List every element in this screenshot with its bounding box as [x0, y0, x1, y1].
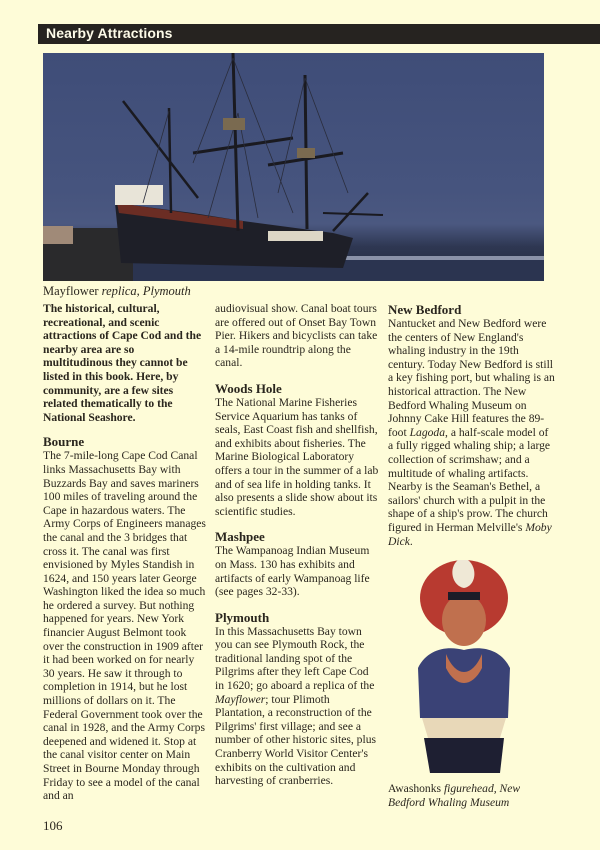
heading-plymouth: Plymouth	[215, 609, 270, 625]
figurehead-photo	[408, 558, 520, 778]
caption-ship-name: Mayflower	[43, 284, 99, 298]
section-title: Nearby Attractions	[46, 25, 173, 41]
heading-woods-hole: Woods Hole	[215, 380, 282, 396]
section-header-bar	[38, 24, 600, 44]
body-new-bedford: Nantucket and New Bedford were the centers of New England's whaling industry in the 19th century. Today New Bedford is still a key fishing port, but whaling is an historical attraction. The New Bedford Whaling Museum on Johnny Cake Hill features the 89-foot Lagoda, a half-scale model of a fully rigged whaling ship; a large collection of scrimshaw; and a multitude of whaling artifacts. Nearby is the Seaman's Bethel, a sailors' church with a pulpit in the shape of a ship's prow. The church figured in Herman Melville's Moby Dick.	[388, 317, 555, 548]
heading-new-bedford: New Bedford	[388, 302, 462, 317]
photo-caption	[43, 284, 191, 299]
heading-bourne: Bourne	[43, 434, 85, 450]
body-bourne-continued: audiovisual show. Canal boat tours are offered out of Onset Bay Town Pier. Hikers and bicyclists can take a 14-mile roundtrip along the canal.	[215, 302, 378, 370]
column-1	[43, 302, 206, 803]
caption-location: replica, Plymouth	[98, 284, 191, 298]
body-mashpee: The Wampanoag Indian Museum on Mass. 130 has exhibits and artifacts of early Wampanoag life (see pages 32-33).	[215, 544, 370, 599]
figurehead-caption: Awashonks figurehead, New Bedford Whaling Museum	[388, 782, 521, 809]
column-2	[215, 302, 380, 788]
page-number: 106	[43, 818, 63, 833]
column-3	[388, 302, 556, 548]
body-woods-hole: The National Marine Fisheries Service Aquarium has tanks of seals, East Coast fish and shellfish, and exhibits about fisheries. The Marine Biological Laboratory offers a tour in the summer of a lab and of sea life in holding tanks. It also presents a slide show about its scientific studies.	[215, 395, 379, 518]
ship-illustration	[43, 53, 544, 281]
mayflower-photo	[43, 53, 544, 281]
body-plymouth: In this Massachusetts Bay town you can see Plymouth Rock, the traditional landing spot of the Pilgrims after they left Cape Cod in 1620; go aboard a replica of the Mayflower; tour Plimoth Plantation, a reconstruction of the Pilgrims' first village; and see a number of other historic sites, plus Cranberry World Visitor Center's exhibits on the cultivation and harvesting of cranberries.	[215, 624, 376, 788]
intro-paragraph: The historical, cultural, recreational, and scenic attractions of Cape Cod and the nearby area are so multitudinous they cannot be listed in this book. Here, by community, are a few sites related thematically to the National Seashore.	[43, 302, 202, 424]
heading-mashpee: Mashpee	[215, 529, 265, 545]
body-bourne: The 7-mile-long Cape Cod Canal links Massachusetts Bay with Buzzards Bay and saves mariners 100 miles of traveling around the Cape in hazardous waters. The Army Corps of Engineers manages the canal and the 3 bridges that cross it. The canal was first envisioned by Myles Standish in 1624, and 150 years later George Washington liked the idea so much he ordered a survey. But nothing happened for years. New York financier August Belmont took over the construction in 1909 after it had been worked on for nearly 30 years. He saw it through to completion in 1914, but he lost millions of dollars on it. The Federal Government took over the canal in 1928, and the Army Corps deepened and widened it. Stop at the canal visitor center on Main Street in Bourne Monday through Friday to see a model of the canal and an	[43, 449, 206, 803]
